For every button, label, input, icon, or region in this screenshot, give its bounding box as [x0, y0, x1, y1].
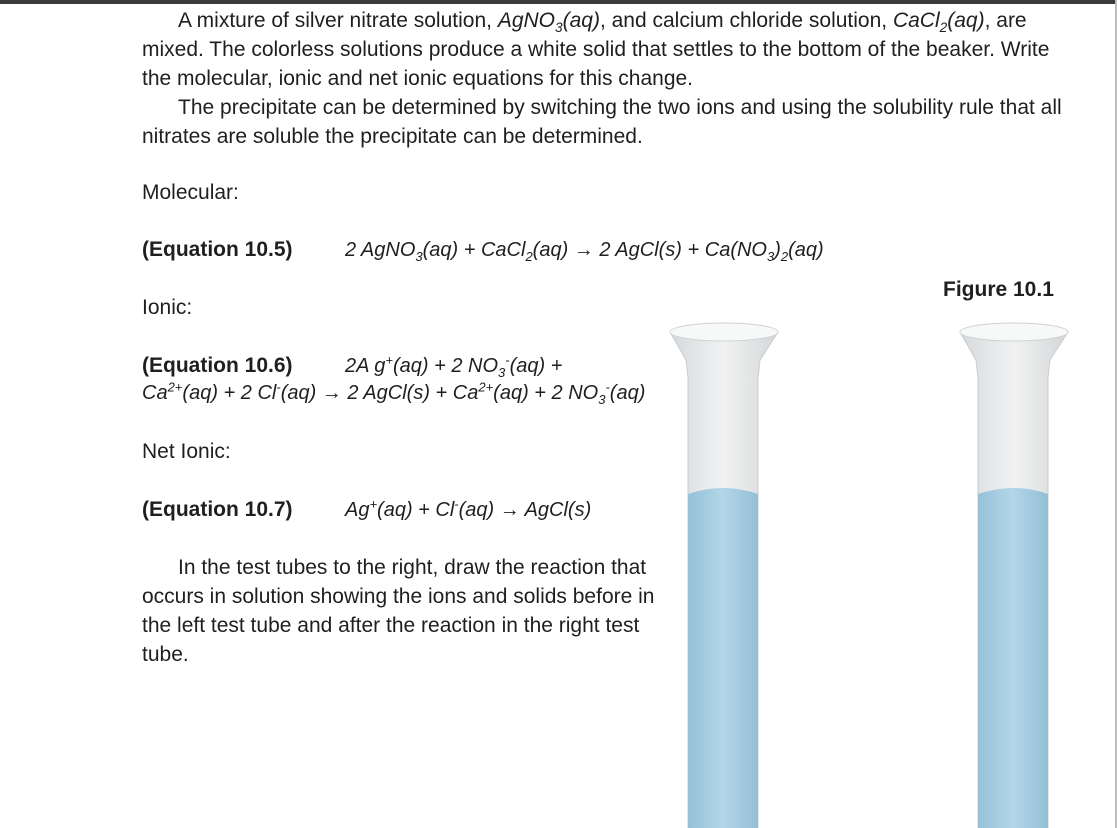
instruction-text: In the test tubes to the right, draw the reaction that occurs in solution showing the ions and solids before in the left test tube and after the reaction in the right test tube.	[142, 556, 655, 666]
ionic-equation-line-1: 2A g+(aq) + 2 $NO_3^-(aq)$ +	[344, 352, 563, 380]
intro-text-c: , are mixed. The colorless solutions produce a white solid that settles to the bottom of the beaker. Write the molecular, ionic and net ionic equations for this change.	[142, 9, 1050, 90]
molecular-heading: Molecular:	[142, 181, 239, 204]
ionic-heading: Ionic:	[142, 296, 193, 319]
intro-text-a: A mixture of silver nitrate solution,	[178, 9, 498, 32]
left-test-tube[interactable]	[668, 318, 780, 828]
ionic-equation-line-2: $Ca^{2+}(aq) + 2$ Cl-(aq) → 2 AgCl(s) + $Ca^{2+}(aq) + 2$ $NO_3^-(aq)$	[142, 379, 646, 407]
figure-caption: Figure 10.1	[943, 278, 1054, 301]
net-ionic-equation: Ag+(aq) + Cl-(aq) → AgCl(s)	[344, 496, 592, 521]
intro-text-b: , and calcium chloride solution,	[599, 9, 893, 32]
tube-rim	[670, 323, 778, 341]
right-test-tube[interactable]	[958, 318, 1070, 828]
precipitate-paragraph	[142, 93, 1062, 151]
formula-silver-nitrate: AgNO$_3$(aq)	[497, 9, 600, 36]
instruction-paragraph	[142, 553, 662, 669]
intro-paragraph	[142, 6, 1062, 93]
equation-10-7-label: (Equation 10.7)	[142, 498, 293, 521]
page-top-border	[0, 0, 1117, 4]
equation-10-6	[142, 354, 562, 378]
net-ionic-heading: Net Ionic:	[142, 440, 231, 463]
precipitate-text: The precipitate can be determined by switching the two ions and using the solubility rule that all nitrates are soluble the precipitate can be determined.	[142, 96, 1062, 148]
equation-10-6-label: (Equation 10.6)	[142, 354, 293, 377]
tube-rim	[960, 323, 1068, 341]
tube-liquid	[978, 488, 1048, 828]
equation-10-5-label: (Equation 10.5)	[142, 238, 293, 261]
tube-liquid	[688, 488, 758, 828]
molecular-equation: 2 AgNO$_3$(aq) + CaCl$_2$(aq) → 2 AgCl(s) + $Ca(NO_3)_2(aq)$	[344, 239, 824, 264]
equation-10-5	[142, 238, 824, 262]
formula-calcium-chloride: CaCl$_2$(aq)	[892, 9, 985, 36]
equation-10-7	[142, 498, 591, 522]
